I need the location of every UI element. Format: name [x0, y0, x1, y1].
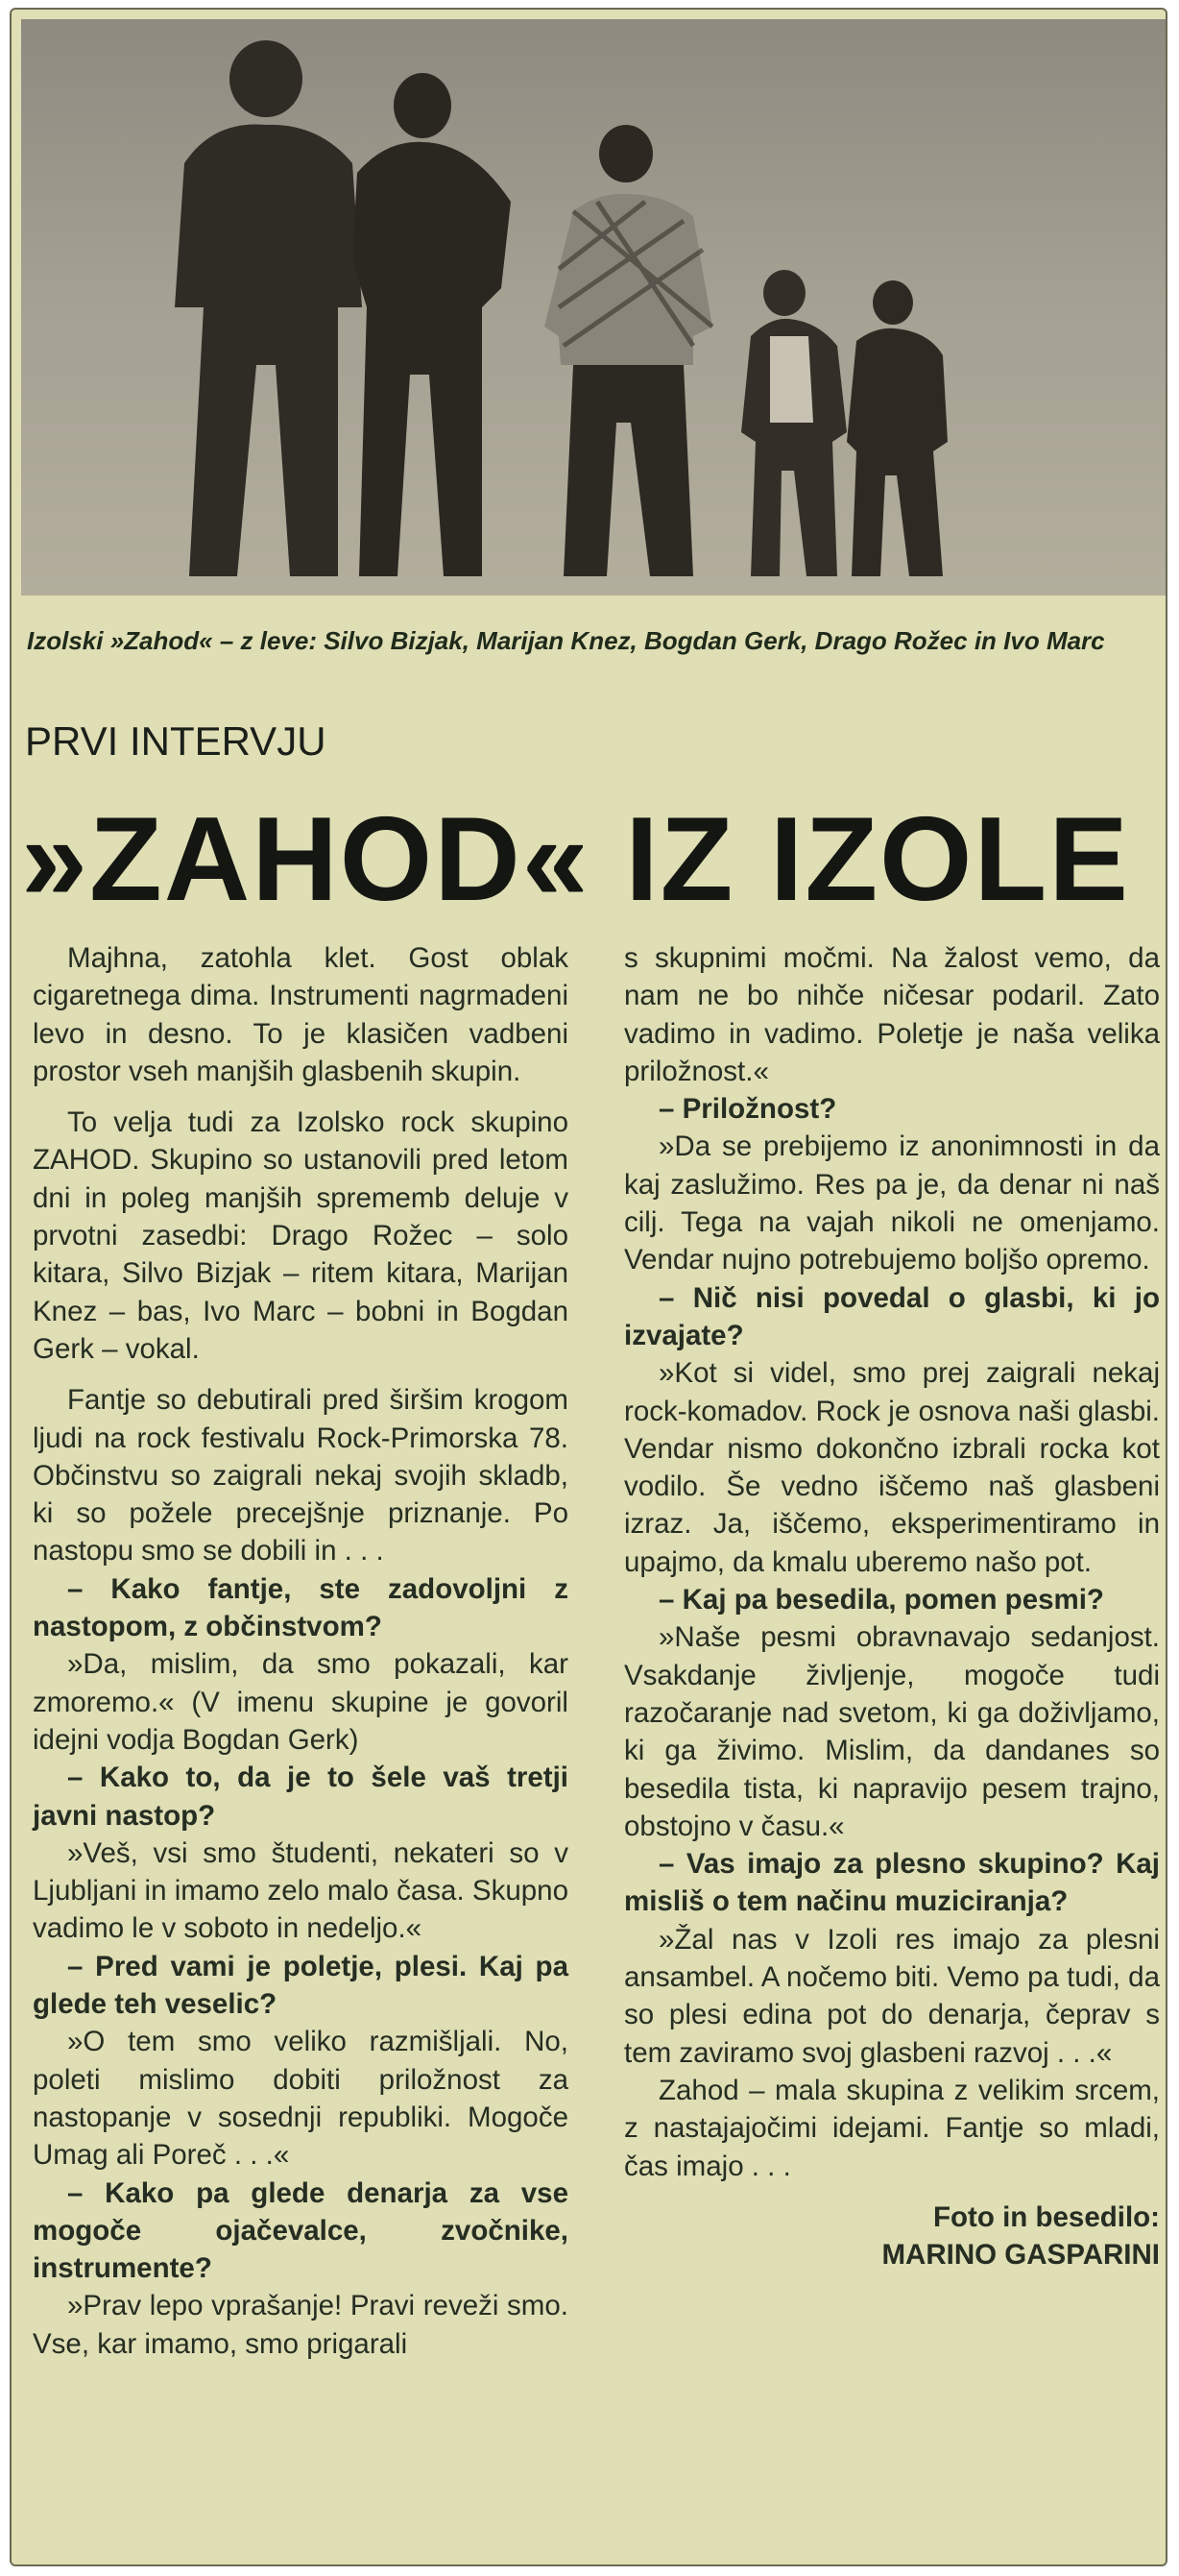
band-photo-image — [21, 19, 1166, 595]
answer: »O tem smo veliko razmišljali. No, poleti mislimo dobiti priložnost za nastopanje v sosednji republiki. Mogoče Umag ali Poreč . . .« — [33, 2026, 568, 2172]
answer: »Prav lepo vprašanje! Pravi reveži smo. Vse, kar imamo, smo prigarali — [33, 2290, 568, 2360]
paragraph: Fantje so debutirali pred širšim krogom ljudi na rock festivalu Rock-Primorska 78. Občinstvu so zaigrali nekaj svojih skladb, ki so požele precejšnje priznanje. Po nastopu smo se dobili in . . . — [33, 1384, 568, 1567]
paragraph: Majhna, zatohla klet. Gost oblak cigaretnega dima. Instrumenti nagrmadeni levo in desno. To je klasičen vadbeni prostor vseh manjših glasbenih skupin. — [33, 942, 568, 1087]
paragraph: To velja tudi za Izolsko rock skupino ZAHOD. Skupino so ustanovili pred letom dni in poleg manjših sprememb deluje v prvotni zasedbi: Drago Rožec – solo kitara, Silvo Bizjak – ritem kitara, Marijan Knez – bas, Ivo Marc – bobni in Bogdan Gerk – vokal. — [33, 1106, 568, 1365]
question: – Kako to, da je to šele vaš tretji javni nastop? — [33, 1762, 568, 1832]
question: – Kako fantje, ste zadovoljni z nastopom, z občinstvom? — [33, 1572, 568, 1643]
answer: »Veš, vsi smo študenti, nekateri so v Ljubljani in imamo zelo malo časa. Skupno vadimo le v soboto in nedeljo.« — [33, 1836, 568, 1945]
question: – Nič nisi povedal o glasbi, ki jo izvajate? — [624, 1281, 1160, 1351]
credit-author: MARINO GASPARINI — [881, 2239, 1160, 2272]
question: – Vas imajo za plesno skupino? Kaj misliš o tem načinu muziciranja? — [624, 1848, 1160, 1918]
kicker: PRVI INTERVJU — [25, 718, 326, 764]
answer: »Kot si videl, smo prej zaigrali nekaj rock-komadov. Rock je osnova naši glasbi. Vendar nismo dokončno izbrali rocka kot vodilo. Še vedno iščemo naš glasbeni izraz. Ja, iščemo, eksperimentiramo in upajmo, da kmalu uberemo našo pot. — [624, 1357, 1160, 1578]
question: – Pred vami je poletje, plesi. Kaj pa glede teh veselic? — [33, 1950, 568, 2021]
right-column — [624, 939, 1160, 2273]
answer: »Naše pesmi obravnavajo sedanjost. Vsakdanje življenje, mogoče tudi razočaranje nad svetom, ki ga doživljamo, ki ga živimo. Mislim, da dandanes so besedila tista, ki napravijo pesem trajno, obstojno v času.« — [624, 1621, 1160, 1842]
question: – Kako pa glede denarja za vse mogoče ojačevalce, zvočnike, instrumente? — [33, 2176, 568, 2285]
answer: »Žal nas v Izoli res imajo za plesni ansambel. A nočemo biti. Vemo pa tudi, da so plesi edina pot do denarja, čeprav s tem zaviramo svoj glasbeni razvoj . . .« — [624, 1923, 1160, 2069]
photo-caption: Izolski »Zahod« – z leve: Silvo Bizjak, Marijan Knez, Bogdan Gerk, Drago Rožec in Ivo Marc — [27, 626, 1105, 655]
closing-paragraph: Zahod – mala skupina z velikim srcem, z nastajajočimi idejami. Fantje so mladi, čas imajo . . . — [624, 2074, 1160, 2182]
question: – Priložnost? — [659, 1093, 837, 1126]
credit-label: Foto in besedilo: — [933, 2200, 1160, 2233]
band-photo — [21, 19, 1166, 595]
question: – Kaj pa besedila, pomen pesmi? — [659, 1584, 1104, 1616]
left-column — [33, 939, 568, 2363]
paragraph: s skupnimi močmi. Na žalost vemo, da nam ne bo nihče ničesar podaril. Zato vadimo in vadimo. Poletje je naša velika priložnost.« — [624, 942, 1160, 1087]
headline: »ZAHOD« IZ IZOLE — [21, 793, 1130, 926]
answer: »Da, mislim, da smo pokazali, kar zmoremo.« (V imenu skupine je govoril idejni vodja Bogdan Gerk) — [33, 1648, 568, 1756]
answer: »Da se prebijemo iz anonimnosti in da kaj zaslužimo. Res pa je, da denar ni naš cilj. Tega na vajah nikoli ne omenjamo. Vendar nujno potrebujemo boljšo opremo. — [624, 1130, 1160, 1276]
